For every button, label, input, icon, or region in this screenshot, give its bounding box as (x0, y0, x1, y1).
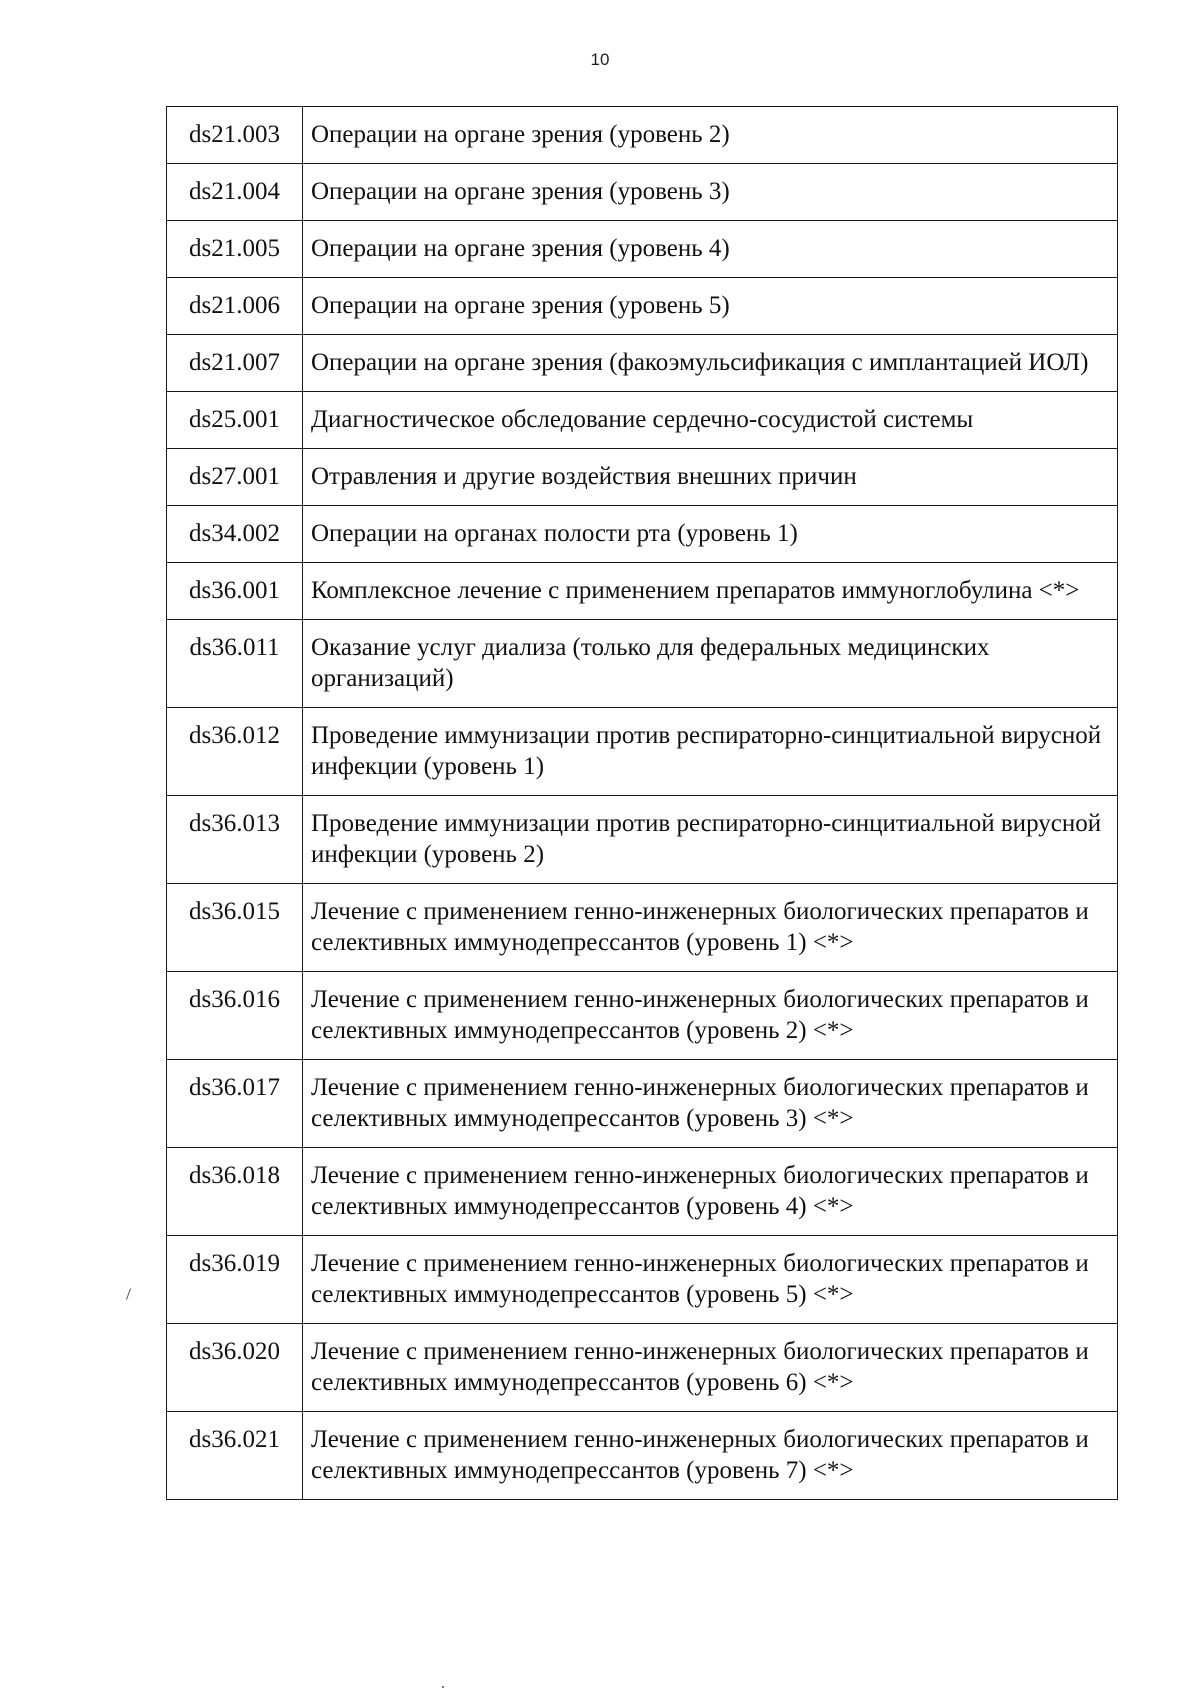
row-code: ds36.019 (167, 1236, 303, 1324)
scan-stray-dot (442, 1686, 444, 1688)
table-row (167, 1060, 1118, 1148)
table-row (167, 506, 1118, 563)
tariff-code-table (166, 106, 1118, 1500)
row-code: ds36.017 (167, 1060, 303, 1148)
table-row (167, 278, 1118, 335)
table-row (167, 708, 1118, 796)
row-description: Операции на органе зрения (уровень 3) (303, 164, 1118, 221)
row-code: ds36.020 (167, 1324, 303, 1412)
row-description: Лечение с применением генно-инженерных биологических препаратов и селективных иммунодепрессантов (уровень 3) <*> (303, 1060, 1118, 1148)
row-code: ds36.013 (167, 796, 303, 884)
row-description: Лечение с применением генно-инженерных биологических препаратов и селективных иммунодепрессантов (уровень 2) <*> (303, 972, 1118, 1060)
row-code: ds36.012 (167, 708, 303, 796)
table-row (167, 1236, 1118, 1324)
row-description: Лечение с применением генно-инженерных биологических препаратов и селективных иммунодепрессантов (уровень 5) <*> (303, 1236, 1118, 1324)
row-code: ds21.006 (167, 278, 303, 335)
row-description: Оказание услуг диализа (только для федеральных медицинских организаций) (303, 620, 1118, 708)
row-description: Комплексное лечение с применением препаратов иммуноглобулина <*> (303, 563, 1118, 620)
row-description: Операции на органе зрения (уровень 5) (303, 278, 1118, 335)
row-description: Лечение с применением генно-инженерных биологических препаратов и селективных иммунодепрессантов (уровень 7) <*> (303, 1412, 1118, 1500)
row-description: Лечение с применением генно-инженерных биологических препаратов и селективных иммунодепрессантов (уровень 1) <*> (303, 884, 1118, 972)
row-code: ds27.001 (167, 449, 303, 506)
table-row (167, 796, 1118, 884)
row-code: ds36.001 (167, 563, 303, 620)
table-row (167, 620, 1118, 708)
row-code: ds25.001 (167, 392, 303, 449)
scan-stray-mark (126, 1288, 131, 1300)
table-row (167, 563, 1118, 620)
row-code: ds36.015 (167, 884, 303, 972)
row-description: Операции на органах полости рта (уровень 1) (303, 506, 1118, 563)
table-row (167, 164, 1118, 221)
row-description: Отравления и другие воздействия внешних причин (303, 449, 1118, 506)
table-row (167, 107, 1118, 164)
row-code: ds21.003 (167, 107, 303, 164)
row-code: ds21.005 (167, 221, 303, 278)
row-code: ds21.007 (167, 335, 303, 392)
row-code: ds36.021 (167, 1412, 303, 1500)
table-row (167, 335, 1118, 392)
row-description: Диагностическое обследование сердечно-сосудистой системы (303, 392, 1118, 449)
table-row (167, 392, 1118, 449)
table-row (167, 449, 1118, 506)
table-row (167, 972, 1118, 1060)
row-description: Операции на органе зрения (уровень 2) (303, 107, 1118, 164)
row-code: ds36.018 (167, 1148, 303, 1236)
row-code: ds36.016 (167, 972, 303, 1060)
row-description: Проведение иммунизации против респираторно-синцитиальной вирусной инфекции (уровень 2) (303, 796, 1118, 884)
row-code: ds36.011 (167, 620, 303, 708)
page-number: 10 (590, 50, 610, 69)
row-description: Операции на органе зрения (факоэмульсификация с имплантацией ИОЛ) (303, 335, 1118, 392)
table-row (167, 1412, 1118, 1500)
row-description: Проведение иммунизации против респираторно-синцитиальной вирусной инфекции (уровень 1) (303, 708, 1118, 796)
row-description: Операции на органе зрения (уровень 4) (303, 221, 1118, 278)
row-description: Лечение с применением генно-инженерных биологических препаратов и селективных иммунодепрессантов (уровень 6) <*> (303, 1324, 1118, 1412)
table-row (167, 221, 1118, 278)
row-code: ds21.004 (167, 164, 303, 221)
table-row (167, 1324, 1118, 1412)
row-code: ds34.002 (167, 506, 303, 563)
table-row (167, 1148, 1118, 1236)
row-description: Лечение с применением генно-инженерных биологических препаратов и селективных иммунодепрессантов (уровень 4) <*> (303, 1148, 1118, 1236)
table-row (167, 884, 1118, 972)
